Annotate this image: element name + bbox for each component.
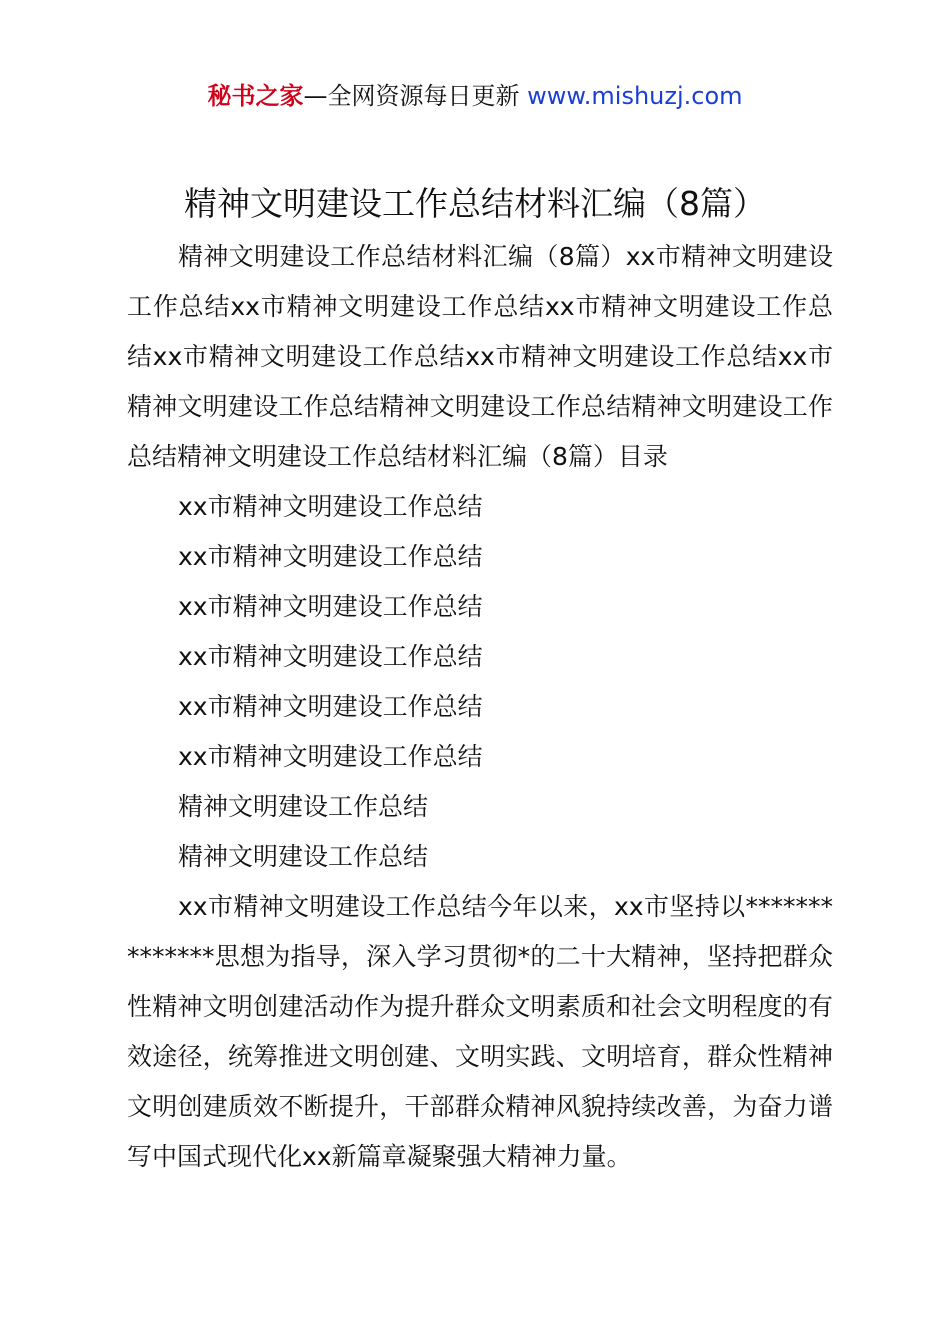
intro-paragraph: 精神文明建设工作总结材料汇编（8篇）xx市精神文明建设工作总结xx市精神文明建设工作总结xx市精神文明建设工作总结xx市精神文明建设工作总结xx市精神文明建设工作总结xx市精神文明建设工作总结精神文明建设工作总结精神文明建设工作总结精神文明建设工作总结材料汇编（8篇）目录 bbox=[127, 242, 833, 471]
body-paragraph: xx市精神文明建设工作总结今年以来，xx市坚持以**************思想为指导，深入学习贯彻*的二十大精神，坚持把群众性精神文明创建活动作为提升群众文明素质和社会文明程度的有效途径，统筹推进文明创建、文明实践、文明培育，群众性精神文明创建质效不断提升，干部群众精神风貌持续改善，为奋力谱写中国式现代化xx新篇章凝聚强大精神力量。 bbox=[127, 892, 833, 1171]
toc-item: xx市精神文明建设工作总结 bbox=[178, 542, 483, 571]
toc-item: xx市精神文明建设工作总结 bbox=[178, 692, 483, 721]
document-body bbox=[127, 232, 833, 1182]
toc-item: xx市精神文明建设工作总结 bbox=[178, 592, 483, 621]
document-title: 精神文明建设工作总结材料汇编（8篇） bbox=[184, 184, 766, 223]
site-header bbox=[0, 80, 950, 112]
toc-item: xx市精神文明建设工作总结 bbox=[178, 742, 483, 771]
toc-item: 精神文明建设工作总结 bbox=[178, 842, 429, 871]
toc-item: xx市精神文明建设工作总结 bbox=[178, 642, 483, 671]
toc-item: 精神文明建设工作总结 bbox=[178, 792, 429, 821]
site-url-link[interactable]: www.mishuzj.com bbox=[527, 82, 743, 110]
table-of-contents bbox=[127, 482, 833, 882]
site-tagline: —全网资源每日更新 bbox=[303, 82, 520, 110]
site-brand: 秘书之家 bbox=[207, 82, 304, 110]
toc-item: xx市精神文明建设工作总结 bbox=[178, 492, 483, 521]
